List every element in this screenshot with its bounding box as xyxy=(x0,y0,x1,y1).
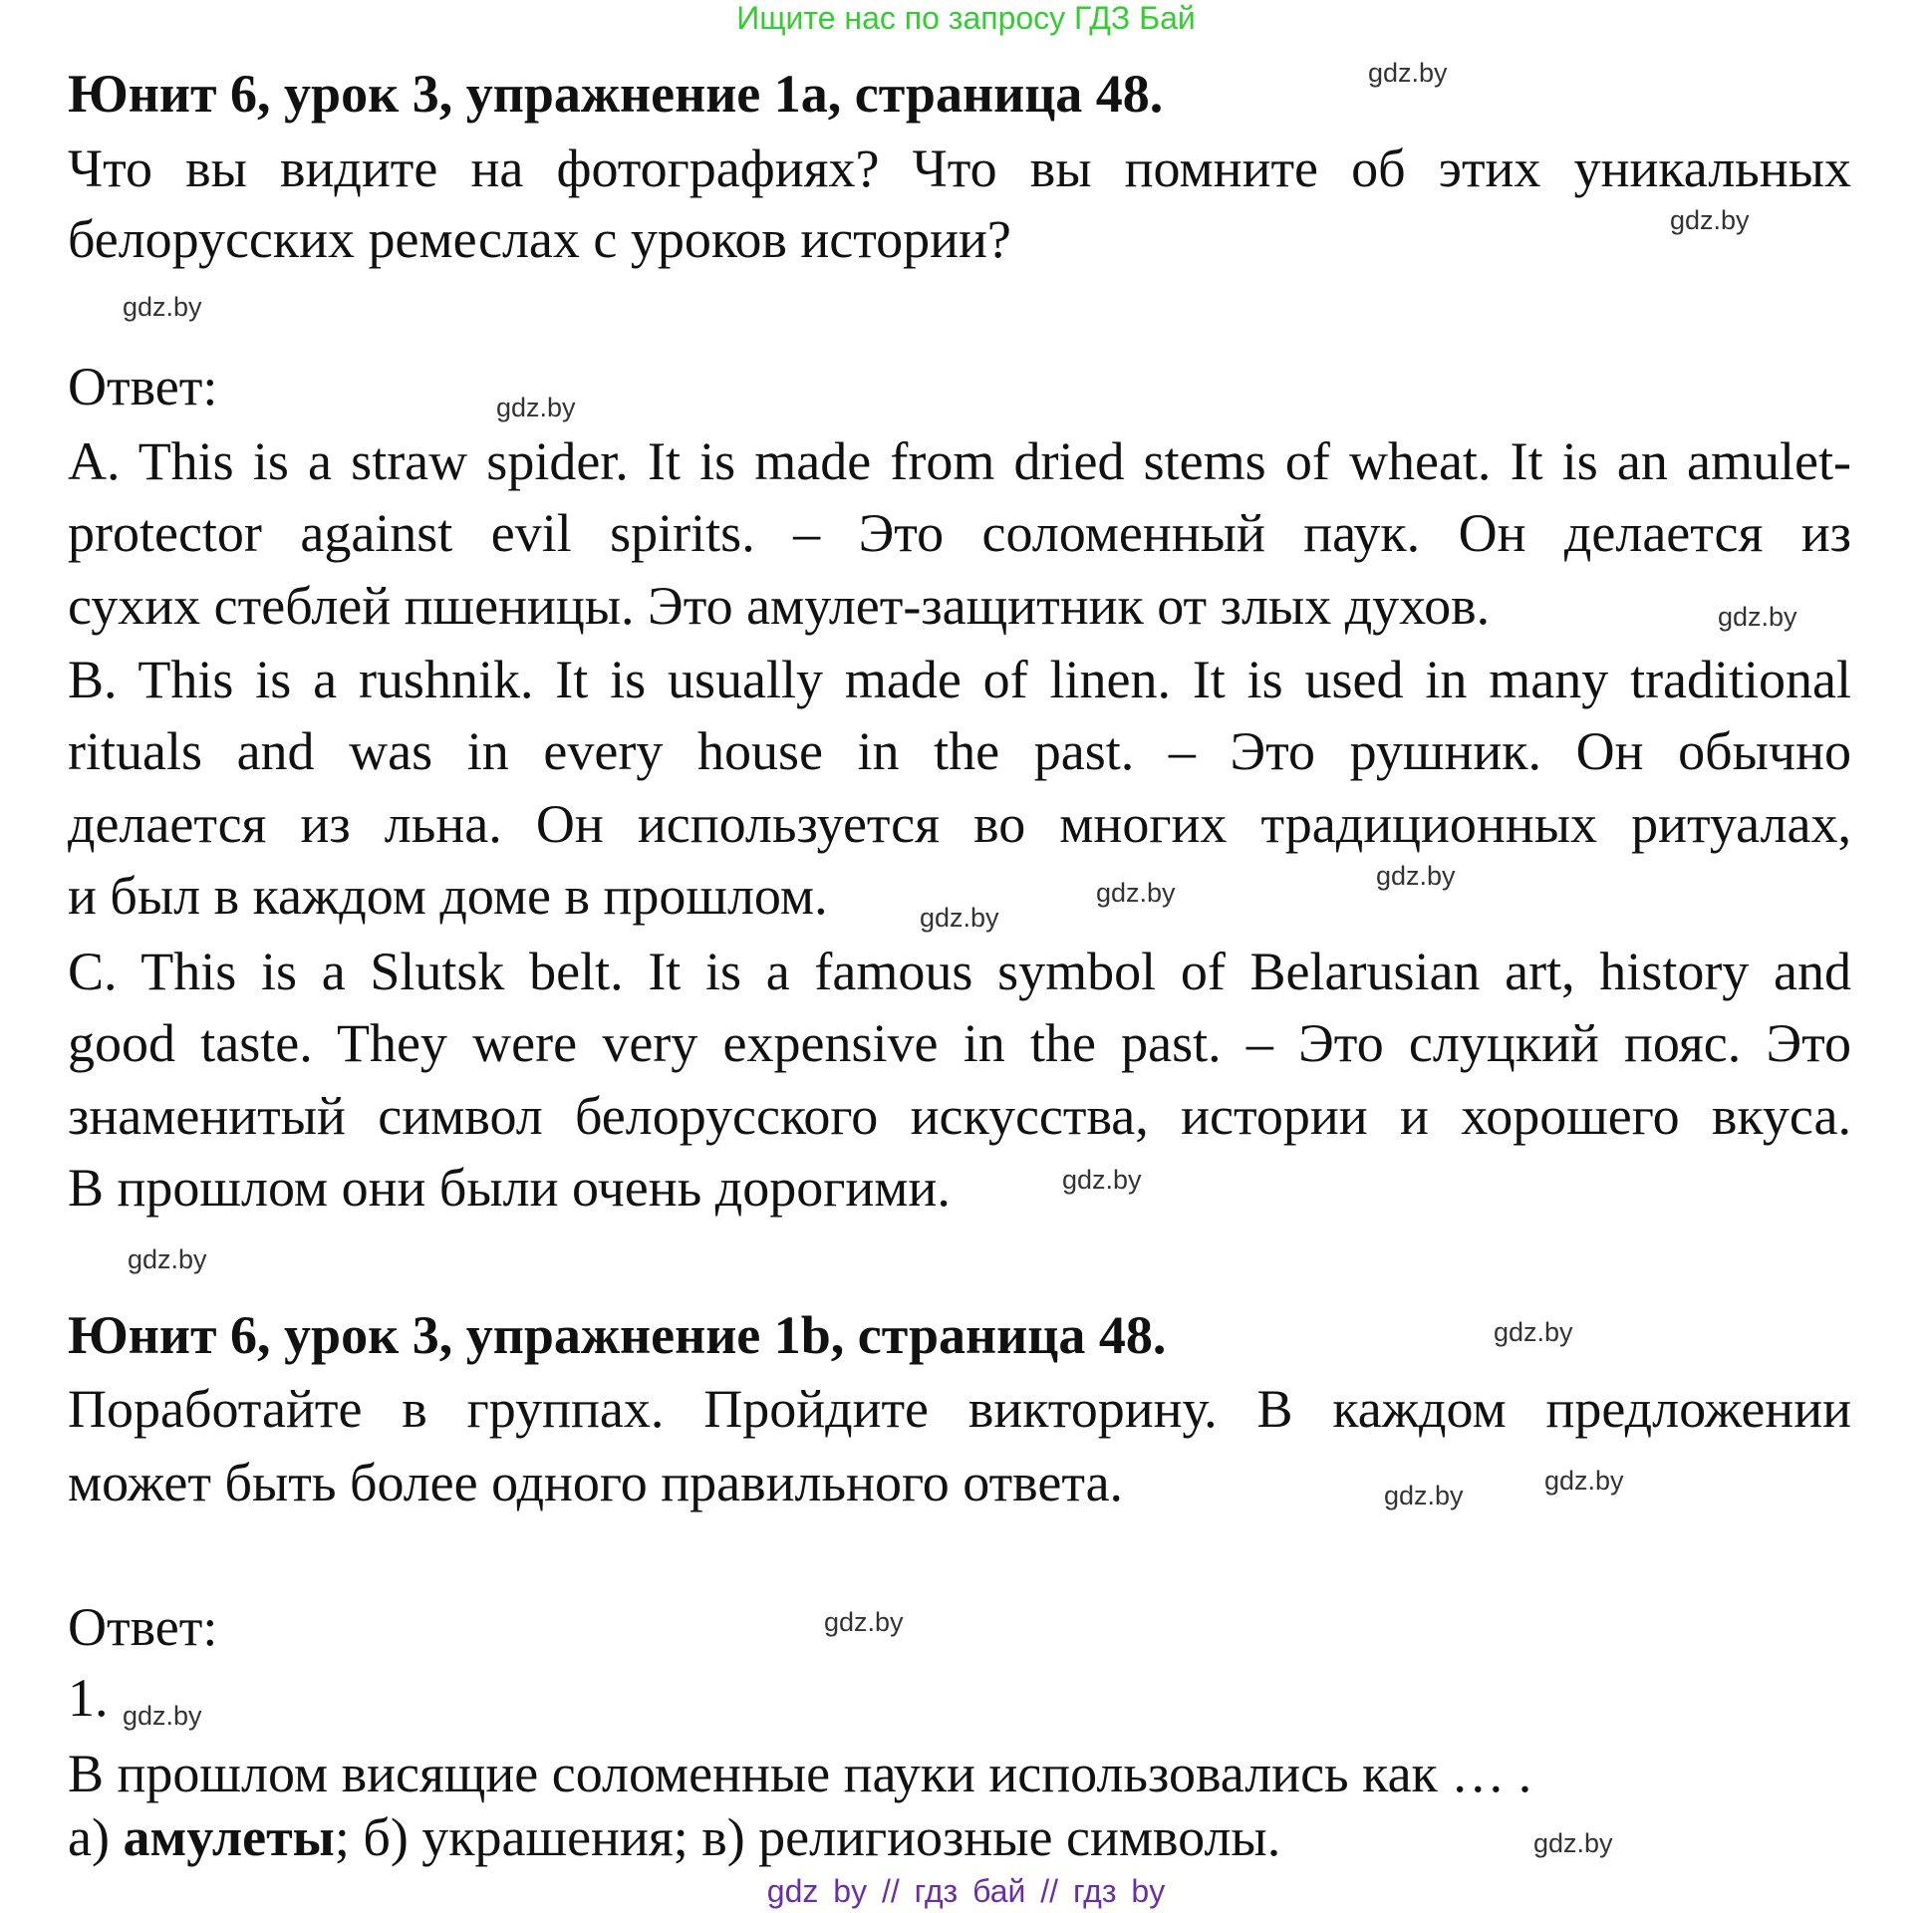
answer-a-line: сухих стеблей пшеницы. Это амулет-защитник от злых духов. xyxy=(68,576,1491,636)
watermark: gdz.by xyxy=(824,1607,904,1637)
question-line: Поработайте в группах. Пройдите викторину. В каждом предложении xyxy=(68,1379,1851,1439)
watermark: gdz.by xyxy=(128,1244,207,1274)
answer-c-line: good taste. They were very expensive in the past. – Это слуцкий пояс. Это xyxy=(68,1013,1851,1073)
answer-a-line: protector against evil spirits. – Это соломенный паук. Он делается из xyxy=(68,503,1851,563)
watermark: gdz.by xyxy=(123,292,202,322)
answer-b-line: делается из льна. Он используется во многих традиционных ритуалах, xyxy=(68,794,1851,854)
watermark: gdz.by xyxy=(1544,1466,1624,1496)
item-number: 1. xyxy=(68,1668,109,1728)
exercise-1a-title: Юнит 6, урок 3, упражнение 1а, страница 48. xyxy=(68,64,1164,124)
watermark: gdz.by xyxy=(1096,878,1176,908)
answer-a-line: A. This is a straw spider. It is made from dried stems of wheat. It is an amulet- xyxy=(68,431,1851,491)
watermark: gdz.by xyxy=(123,1701,202,1731)
answer-label: Ответ: xyxy=(68,1597,218,1657)
question-line: может быть более одного правильного ответа. xyxy=(68,1453,1124,1512)
search-banner: Ищите нас по запросу ГДЗ Бай xyxy=(736,0,1196,36)
answer-c-line: C. This is a Slutsk belt. It is a famous symbol of Belarusian art, history and xyxy=(68,942,1851,1001)
options-rest: ; б) украшения; в) религиозные символы. xyxy=(334,1807,1281,1867)
watermark: gdz.by xyxy=(1533,1828,1613,1858)
answer-label: Ответ: xyxy=(68,357,218,416)
watermark: gdz.by xyxy=(1368,58,1448,88)
watermark: gdz.by xyxy=(920,903,999,933)
watermark: gdz.by xyxy=(1718,602,1797,632)
footer-links: gdz by // гдз бай // гдз by xyxy=(766,1873,1166,1909)
watermark: gdz.by xyxy=(496,393,576,422)
watermark: gdz.by xyxy=(1494,1317,1573,1347)
watermark: gdz.by xyxy=(1376,861,1456,891)
answer-b-line: B. This is a rushnik. It is usually made of linen. It is used in many traditional xyxy=(68,650,1851,709)
answer-c-line: В прошлом они были очень дорогими. xyxy=(68,1158,951,1218)
exercise-1b-title: Юнит 6, урок 3, упражнение 1b, страница 48. xyxy=(68,1305,1167,1365)
item-text: В прошлом висящие соломенные пауки использовались как … . xyxy=(68,1744,1532,1803)
question-line: Что вы видите на фотографиях? Что вы помните об этих уникальных xyxy=(68,138,1851,198)
option-a-correct: амулеты xyxy=(123,1807,335,1867)
answer-c-line: знаменитый символ белорусского искусства, истории и хорошего вкуса. xyxy=(68,1086,1851,1146)
question-line: белорусских ремеслах с уроков истории? xyxy=(68,209,1011,269)
option-a-prefix: а) xyxy=(68,1807,124,1867)
watermark: gdz.by xyxy=(1384,1481,1464,1510)
item-options xyxy=(68,1802,1280,1872)
watermark: gdz.by xyxy=(1670,205,1750,235)
watermark: gdz.by xyxy=(1062,1165,1142,1195)
answer-b-line: и был в каждом доме в прошлом. xyxy=(68,866,828,926)
answer-b-line: rituals and was in every house in the past. – Это рушник. Он обычно xyxy=(68,721,1851,781)
